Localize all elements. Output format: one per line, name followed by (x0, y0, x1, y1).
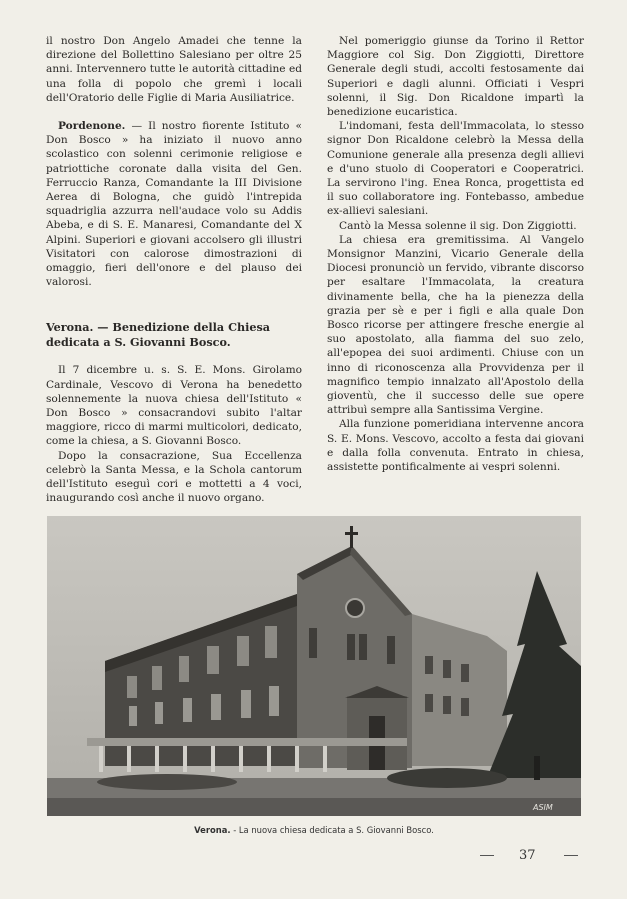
church-photo (47, 516, 581, 816)
church-illustration (47, 516, 581, 816)
paragraph-funzione-pomeridiana: Alla funzione pomeridiana intervenne ancora S. E. Mons. Vescovo, accolto a festa dai giovani e dalla folla convenuta. Entrato in chiesa, assistette pontificalmente ai vespri solenni. (327, 418, 584, 474)
paragraph-messa-solenne: Cantò la Messa solenne il sig. Don Ziggiotti. (339, 219, 577, 232)
paragraph-consacrazione: Dopo la consacrazione, Sua Eccellenza celebrò la Santa Messa, e la Schola cantorum dell'Istituto eseguì cori e mottetti a 4 voci, inaugurando così anche il nuovo organo. (46, 449, 302, 505)
right-column (327, 34, 584, 474)
pordenone-heading: Pordenone. (58, 120, 126, 133)
paragraph-vangelo: La chiesa era gremitissima. Al Vangelo Monsignor Manzini, Vicario Generale della Diocesi pronunciò un fervido, vibrante discorso per esaltare l'Immacolata, la creatura divinamente bella, che ha la pienezza della grazia per sè e per i figli e alla quale Don Bosco ricorse per attingere fresche energie al suo apostolato, alla fiamma del suo zelo, all'epopea dei suoi ardimenti. Chiuse con un inno di riconoscenza alla Provvidenza per il magnifico tempio innalzato all'Apostolo della gioventù, che il successo delle sue opere attribuì sempre alla Santissima Vergine. (327, 233, 584, 417)
pordenone-text: — Il nostro fiorente Istituto « Don Bosco » ha iniziato il nuovo anno scolastico con solenni cerimonie religiose e patriottiche coronate dalla visita del Gen. Ferruccio Ranza, Comandante la III Divisione Aerea di Bologna, che guidò l'intrepida squadriglia azzurra nell'audace volo su Addis Abeba, e di S. E. Manaresi, Comandante del X Alpini. Superiori e giovani accolsero gli illustri Visitatori con calorose dimostrazioni di omaggio, fieri dell'onore e del plauso dei valorosi. (46, 120, 302, 289)
paragraph-immacolata: L'indomani, festa dell'Immacolata, lo stesso signor Don Ricaldone celebrò la Messa della Comunione generale alla presenza degli allievi e d'uno stuolo di Cooperatori e Cooperatrici. La servirono l'ing. Enea Ronca, progettista ed il suo collaboratore ing. Fontebasso, ambedue ex-allievi salesiani. (327, 120, 584, 218)
caption-location: Verona. (194, 825, 231, 835)
paragraph-benedizione: Il 7 dicembre u. s. S. E. Mons. Girolamo Cardinale, Vescovo di Verona ha benedetto solennemente la nuova chiesa dell'Istituto « Don Bosco » consacrandovi subito l'altar maggiore, ricco di marmi multicolori, dedicato, come la chiesa, a S. Giovanni Bosco. (46, 364, 302, 448)
left-column (46, 34, 302, 505)
photo-caption (47, 825, 581, 835)
page-number-dash-right (564, 855, 578, 856)
paragraph-pomeriggio: Nel pomeriggio giunse da Torino il Rettor Maggiore col Sig. Don Ziggiotti, Direttore Generale degli studi, accolti festosamente dai Superiori e dagli alunni. Officiati i Vespri solenni, il Sig. Don Ricaldone impartì la benedizione eucaristica. (327, 35, 584, 119)
paragraph-amadei: il nostro Don Angelo Amadei che tenne la direzione del Bollettino Salesiano per oltre 25 anni. Intervennero tutte le autorità cittadine ed una folla di popolo che gremì i locali dell'Oratorio delle Figlie di Maria Ausiliatrice. (46, 35, 302, 104)
page-number: 37 (519, 848, 536, 863)
photo-signature: ASIM (533, 803, 553, 812)
caption-text: - La nuova chiesa dedicata a S. Giovanni Bosco. (230, 825, 434, 835)
section-title-verona: Verona. — Benedizione della Chiesa dedicata a S. Giovanni Bosco. (46, 320, 271, 349)
paragraph-pordenone (46, 119, 302, 289)
page-number-dash-left (480, 855, 494, 856)
